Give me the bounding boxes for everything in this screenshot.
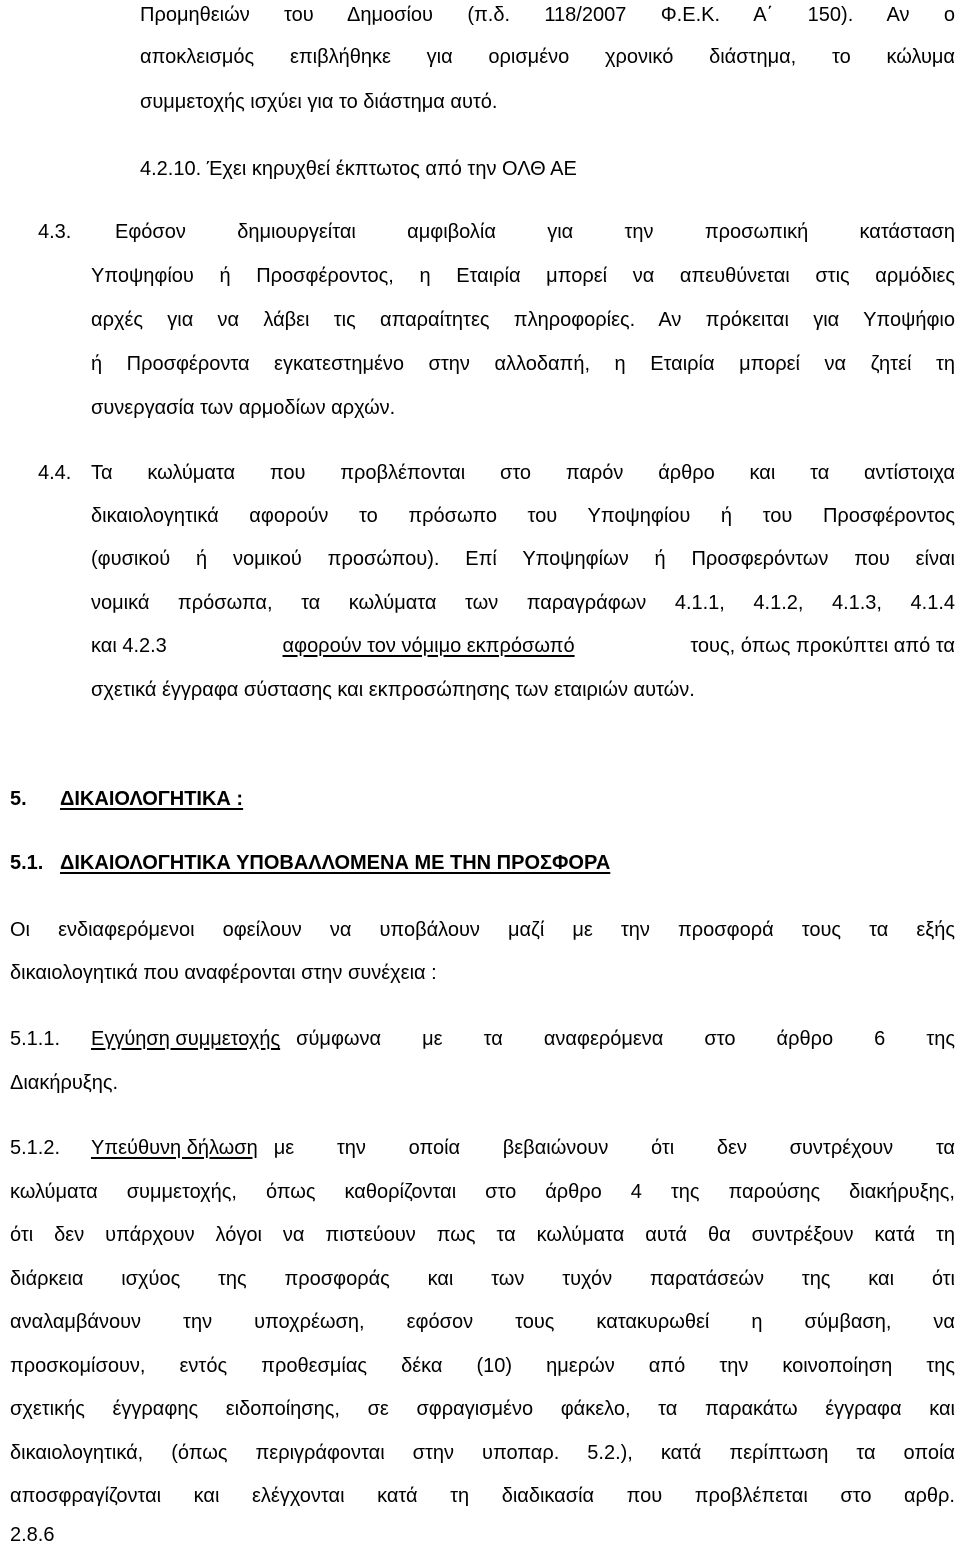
text-line: αρχές για να λάβει τις απαραίτητες πληροφορίες. Αν πρόκειται για Υποψήφιο bbox=[91, 309, 955, 331]
text-line: Τα κωλύματα που προβλέπονται στο παρόν άρθρο και τα αντίστοιχα bbox=[91, 462, 955, 484]
text-fragment: σύμφωνα με τα αναφερόμενα στο άρθρο 6 της bbox=[296, 1028, 955, 1050]
text-line: ότι δεν υπάρχουν λόγοι να πιστεύουν πως τα κωλύματα αυτά θα συντρέξουν κατά τη bbox=[10, 1224, 955, 1246]
text-line: σχετικά έγγραφα σύστασης και εκπροσώπησης των εταιριών αυτών. bbox=[91, 679, 695, 701]
text-line bbox=[91, 633, 955, 659]
item-number: 5.1.1. bbox=[10, 1028, 61, 1050]
text-fragment: και 4.2.3 bbox=[91, 635, 167, 657]
text-line: αποσφραγίζονται και ελέγχονται κατά τη διαδικασία που προβλέπεται στο αρθρ. bbox=[10, 1485, 955, 1507]
text-line: προσκομίσουν, εντός προθεσμίας δέκα (10) ημερών από την κοινοποίηση της bbox=[10, 1355, 955, 1377]
text-line: σχετικής έγγραφης ειδοποίησης, σε σφραγισμένο φάκελο, τα παρακάτω έγγραφα και bbox=[10, 1398, 955, 1420]
text-line: 2.8.6 bbox=[10, 1524, 55, 1546]
underlined-phrase: αφορούν τον νόμιμο εκπρόσωπό bbox=[282, 635, 575, 657]
underlined-phrase: Εγγύηση συμμετοχής bbox=[91, 1028, 281, 1050]
text-line: αναλαμβάνουν την υποχρέωση, εφόσον τους κατακυρωθεί η σύμβαση, να bbox=[10, 1311, 955, 1333]
item-number: 5.1.2. bbox=[10, 1137, 61, 1159]
text-line: Εφόσον δημιουργείται αμφιβολία για την προσωπική κατάσταση bbox=[115, 221, 955, 243]
heading-number: 5. bbox=[10, 788, 27, 810]
text-line: Προμηθειών του Δημοσίου (π.δ. 118/2007 Φ.Ε.Κ. Α΄ 150). Αν ο bbox=[140, 4, 955, 26]
text-line: συμμετοχής ισχύει για το διάστημα αυτό. bbox=[140, 91, 498, 113]
section-heading: ΔΙΚΑΙΟΛΟΓΗΤΙΚΑ : bbox=[60, 788, 244, 810]
text-line bbox=[91, 1026, 955, 1052]
text-line: δικαιολογητικά αφορούν το πρόσωπο του Υποψηφίου ή του Προσφέροντος bbox=[91, 505, 955, 527]
text-line: Οι ενδιαφερόμενοι οφείλουν να υποβάλουν μαζί με την προσφορά τους τα εξής bbox=[10, 919, 955, 941]
text-line: συνεργασία των αρμοδίων αρχών. bbox=[91, 397, 396, 419]
underlined-phrase: Υπεύθυνη δήλωση bbox=[91, 1137, 258, 1159]
text-line: δικαιολογητικά, (όπως περιγράφονται στην υποπαρ. 5.2.), κατά περίπτωση τα οποία bbox=[10, 1442, 955, 1464]
text-line: κωλύματα συμμετοχής, όπως καθορίζονται στο άρθρο 4 της παρούσης διακήρυξης, bbox=[10, 1181, 955, 1203]
section-heading: ΔΙΚΑΙΟΛΟΓΗΤΙΚΑ ΥΠΟΒΑΛΛΟΜΕΝΑ ΜΕ ΤΗΝ ΠΡΟΣΦΟΡΑ bbox=[60, 852, 611, 874]
heading-number: 5.1. bbox=[10, 852, 44, 874]
paragraph-4-2-10: 4.2.10. Έχει κηρυχθεί έκπτωτος από την ΟΛΘ ΑΕ bbox=[140, 158, 577, 180]
text-line: Υποψηφίου ή Προσφέροντος, η Εταιρία μπορεί να απευθύνεται στις αρμόδιες bbox=[91, 265, 955, 287]
section-number: 4.4. bbox=[38, 462, 72, 484]
text-fragment: με την οποία βεβαιώνουν ότι δεν συντρέχουν τα bbox=[273, 1137, 955, 1159]
text-line: Διακήρυξης. bbox=[10, 1072, 119, 1094]
text-line: αποκλεισμός επιβλήθηκε για ορισμένο χρονικό διάστημα, το κώλυμα bbox=[140, 46, 955, 68]
text-line: νομικά πρόσωπα, τα κωλύματα των παραγράφων 4.1.1, 4.1.2, 4.1.3, 4.1.4 bbox=[91, 592, 955, 614]
text-line: διάρκεια ισχύος της προσφοράς και των τυχόν παρατάσεών της και ότι bbox=[10, 1268, 955, 1290]
text-fragment: τους, όπως προκύπτει από τα bbox=[690, 635, 955, 657]
text-line: δικαιολογητικά που αναφέρονται στην συνέχεια : bbox=[10, 962, 437, 984]
text-line bbox=[91, 1135, 955, 1161]
text-line: ή Προσφέροντα εγκατεστημένο στην αλλοδαπή, η Εταιρία μπορεί να ζητεί τη bbox=[91, 353, 955, 375]
text-line: (φυσικού ή νομικού προσώπου). Επί Υποψηφίων ή Προσφερόντων που είναι bbox=[91, 548, 955, 570]
section-number: 4.3. bbox=[38, 221, 72, 243]
